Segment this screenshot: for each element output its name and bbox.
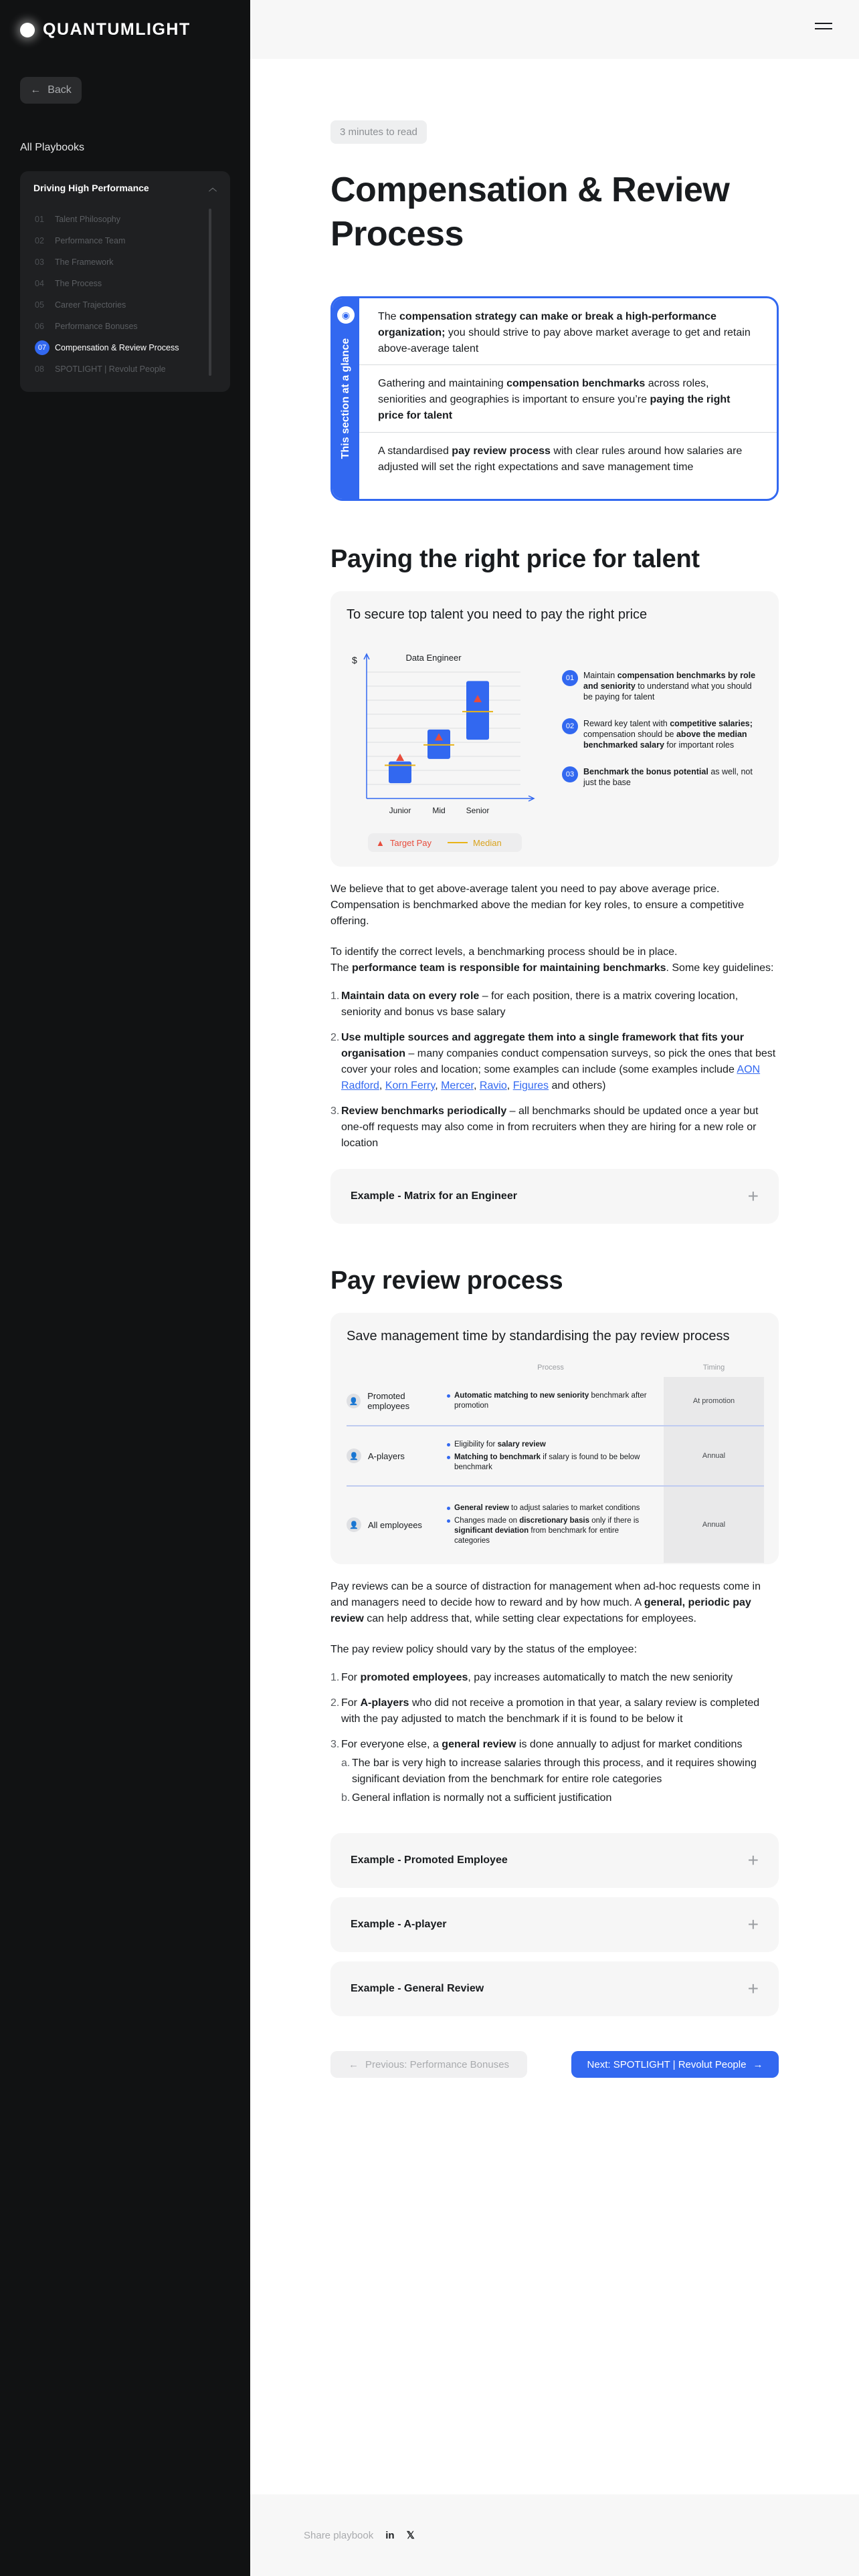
plus-icon: + [747, 1186, 759, 1206]
sidebar-item-career-trajectories[interactable] [35, 294, 202, 316]
list-item: 1. Maintain data on every role – for each position, there is a matrix covering location, seniority and bonus vs base salary [330, 990, 739, 1018]
glance-item: The compensation strategy can make or break a high-performance organization; you should strive to pay above market average to get and retain above-average talent [359, 298, 777, 365]
share-bar [304, 2529, 415, 2541]
glance-list [359, 298, 777, 499]
x-tick-label: Mid [432, 806, 446, 815]
target-pay-marker [396, 754, 404, 761]
list-item: 3. For everyone else, a general review is done annually to adjust for market conditions a. The bar is very high to increase salaries through this process, and it requires showing significant deviation from the benchmark for entire role categories b. General inflation is normally not a sufficient justification [330, 1737, 779, 1809]
x-icon[interactable]: 𝕏 [406, 2530, 415, 2541]
playbook-card [20, 171, 230, 392]
x-tick-label: Senior [466, 806, 490, 815]
legend-median: Median [448, 838, 502, 848]
at-a-glance-box [330, 296, 779, 501]
list-item: a. The bar is very high to increase salaries through this process, and it requires showing significant deviation from the benchmark for entire role categories [341, 1757, 757, 1785]
paragraph: To identify the correct levels, a benchmarking process should be in place. [330, 946, 678, 958]
list-item: 2. For A-players who did not receive a promotion in that year, a salary review is completed with the pay adjusted to match the benchmark if it is found to be below it [330, 1697, 760, 1725]
row-timing: At promotion [664, 1377, 764, 1425]
brand-name: QUANTUMLIGHT [43, 20, 191, 39]
back-button[interactable] [20, 77, 82, 104]
plus-icon: + [747, 1914, 759, 1935]
accordion-label: Example - Promoted Employee [351, 1854, 508, 1866]
chart-title: Data Engineer [405, 653, 462, 663]
brand-logo[interactable] [20, 20, 191, 39]
chapter-label: Talent Philosophy [55, 215, 120, 224]
arrow-right-icon: → [753, 2058, 763, 2070]
top-bar [250, 0, 859, 59]
row-timing: Annual [664, 1487, 764, 1563]
chapter-label: SPOTLIGHT | Revolut People [55, 364, 166, 374]
next-button[interactable] [571, 2051, 779, 2078]
accordion-label: Example - Matrix for an Engineer [351, 1190, 517, 1202]
next-label: Next: SPOTLIGHT | Revolut People [587, 2058, 747, 2070]
title-line: Compensation & Review [330, 171, 730, 209]
previous-button[interactable] [330, 2051, 527, 2078]
logo-mark [20, 23, 35, 37]
chapter-number: 08 [35, 364, 44, 374]
list-item: 3. Review benchmarks periodically – all benchmarks should be updated once a year but one-off requests may also come in from recruiters when they are hiring for a new role or location [330, 1105, 759, 1149]
page-title [330, 168, 779, 256]
playbook-scrollbar[interactable] [209, 209, 211, 376]
glance-label: This section at a glance [340, 338, 351, 459]
pagination [330, 2051, 779, 2078]
table-row: 👤 All employees General review to adjust salaries to market conditions Changes made on discretionary basis only if there is significant deviation from benchmark for entire categories Annual [347, 1487, 764, 1563]
table-row: 👤 Promoted employees Automatic matching to new seniority benchmark after promotion At promotion [347, 1377, 764, 1426]
accordion-a-player[interactable] [330, 1897, 779, 1952]
accordion-promoted-employee[interactable] [330, 1833, 779, 1888]
chapter-label: The Process [55, 279, 102, 288]
col-timing: Timing [702, 1364, 725, 1372]
chapter-label: The Framework [55, 257, 114, 267]
article [330, 120, 779, 2078]
link-mercer[interactable]: Mercer [441, 1080, 474, 1091]
chart-note: 01 Maintain compensation benchmarks by role and seniority to understand what you should be paying for talent [562, 670, 756, 702]
sidebar-item-performance-team[interactable] [35, 230, 202, 251]
legend-target: ▲ Target Pay [376, 837, 432, 848]
sidebar-item-performance-bonuses[interactable] [35, 316, 202, 337]
row-label: A-players [368, 1451, 405, 1461]
chart-note: 02 Reward key talent with competitive salaries; compensation should be above the median benchmarked salary for important roles [562, 718, 756, 750]
footer [250, 2494, 859, 2576]
title-line: Process [330, 215, 464, 253]
sidebar-item-framework[interactable] [35, 251, 202, 273]
link-ravio[interactable]: Ravio [479, 1080, 507, 1091]
col-process: Process [537, 1364, 564, 1372]
chapter-label: Compensation & Review Process [55, 343, 179, 352]
triangle-icon: ▲ [376, 837, 385, 848]
paragraph: The performance team is responsible for maintaining benchmarks. Some key guidelines: [330, 962, 774, 974]
chapter-number: 03 [35, 257, 44, 267]
linkedin-icon[interactable]: in [385, 2529, 395, 2541]
list-item: 2. Use multiple sources and aggregate them into a single framework that fits your organisation – many companies conduct compensation surveys, so pick the ones that best cover your roles and location; some examples can include (some examples include AON Radford, Korn Ferry, Mercer, Ravio, Figures and others) [330, 1032, 776, 1091]
list-item: 1. For promoted employees, pay increases automatically to match the new seniority [330, 1672, 733, 1683]
chapter-label: Career Trajectories [55, 300, 126, 310]
pay-review-table [347, 1364, 764, 1563]
chart-legend [368, 833, 522, 852]
paragraph: We believe that to get above-average talent you need to pay above average price. Compensation is benchmarked above the median for key roles, to ensure a competitive offering. [330, 883, 745, 927]
benchmark-chart-card [330, 591, 779, 867]
chapter-label: Performance Bonuses [55, 322, 138, 331]
paragraph: The pay review policy should vary by the status of the employee: [330, 1644, 638, 1655]
sidebar-item-compensation-review[interactable] [35, 337, 202, 358]
person-icon: 👤 [347, 1448, 361, 1463]
playbook-title: Driving High Performance [33, 182, 149, 193]
sub-list [341, 1755, 779, 1806]
review-policy-list [330, 1670, 779, 1809]
share-label: Share playbook [304, 2529, 374, 2541]
link-korn-ferry[interactable]: Korn Ferry [385, 1080, 436, 1091]
chart-notes [562, 670, 756, 804]
chapter-number: 06 [35, 322, 44, 331]
playbook-header[interactable] [33, 182, 217, 193]
link-figures[interactable]: Figures [512, 1080, 549, 1091]
chapter-number: 01 [35, 215, 44, 224]
chapter-number: 04 [35, 279, 44, 288]
section-heading: Pay review process [330, 1267, 563, 1295]
playbook-chapter-list [35, 209, 202, 380]
benchmark-chart [344, 645, 558, 832]
row-label: All employees [368, 1519, 422, 1530]
card-title: To secure top talent you need to pay the right price [347, 607, 648, 622]
all-playbooks-link[interactable]: All Playbooks [20, 142, 85, 153]
table-header [347, 1364, 764, 1377]
chart-note: 03 Benchmark the bonus potential as well, not just the base [562, 766, 756, 788]
glance-item: A standardised pay review process with clear rules around how salaries are adjusted will set the right expectations and save management time [378, 445, 743, 473]
y-axis-label: $ [352, 655, 357, 665]
sidebar-item-spotlight[interactable] [35, 358, 202, 380]
table-row: 👤 A-players Eligibility for salary review Matching to benchmark if salary is found to be below benchmark Annual [347, 1426, 764, 1487]
pay-review-card [330, 1313, 779, 1564]
row-timing: Annual [664, 1426, 764, 1485]
menu-icon[interactable] [815, 23, 832, 36]
sidebar-item-process[interactable] [35, 273, 202, 294]
row-label: Promoted employees [367, 1391, 410, 1411]
accordion-matrix-engineer[interactable] [330, 1169, 779, 1224]
glance-sidebar [332, 298, 359, 499]
plus-icon: + [747, 1978, 759, 1999]
guidelines-list [330, 988, 779, 1152]
eye-icon: ◉ [337, 306, 355, 324]
sidebar-item-talent-philosophy[interactable] [35, 209, 202, 230]
chapter-label: Performance Team [55, 236, 126, 245]
sidebar [0, 0, 250, 2576]
person-icon: 👤 [347, 1394, 361, 1408]
chapter-number: 02 [35, 236, 44, 245]
card-title: Save management time by standardising the pay review process [347, 1329, 730, 1344]
person-icon: 👤 [347, 1517, 361, 1532]
chevron-up-icon: ︿ [208, 183, 217, 193]
paragraph: Pay reviews can be a source of distraction for management when ad-hoc requests come in and managers need to decide how to reward and by how much. A general, periodic pay review can help address that, while setting clear expectations for employees. [330, 1581, 761, 1624]
glance-item: Gathering and maintaining compensation benchmarks across roles, seniorities and geographies is important to ensure you’re paying the right price for talent [359, 365, 777, 432]
back-label: Back [47, 84, 72, 96]
pay-range-bar [466, 681, 489, 740]
accordion-general-review[interactable] [330, 1961, 779, 2016]
link-aon-radford[interactable]: AON Radford [341, 1064, 761, 1091]
read-time-badge: 3 minutes to read [330, 120, 427, 144]
list-item: b. General inflation is normally not a sufficient justification [341, 1792, 612, 1804]
x-tick-label: Junior [389, 806, 411, 815]
plus-icon: + [747, 1850, 759, 1870]
previous-label: Previous: Performance Bonuses [365, 2058, 510, 2070]
chapter-number: 05 [35, 300, 44, 310]
section-heading: Paying the right price for talent [330, 545, 700, 573]
arrow-left-icon: ← [30, 84, 41, 96]
accordion-label: Example - General Review [351, 1983, 484, 1994]
arrow-left-icon: ← [348, 2058, 359, 2070]
accordion-label: Example - A-player [351, 1919, 447, 1930]
chapter-number: 07 [35, 340, 50, 355]
